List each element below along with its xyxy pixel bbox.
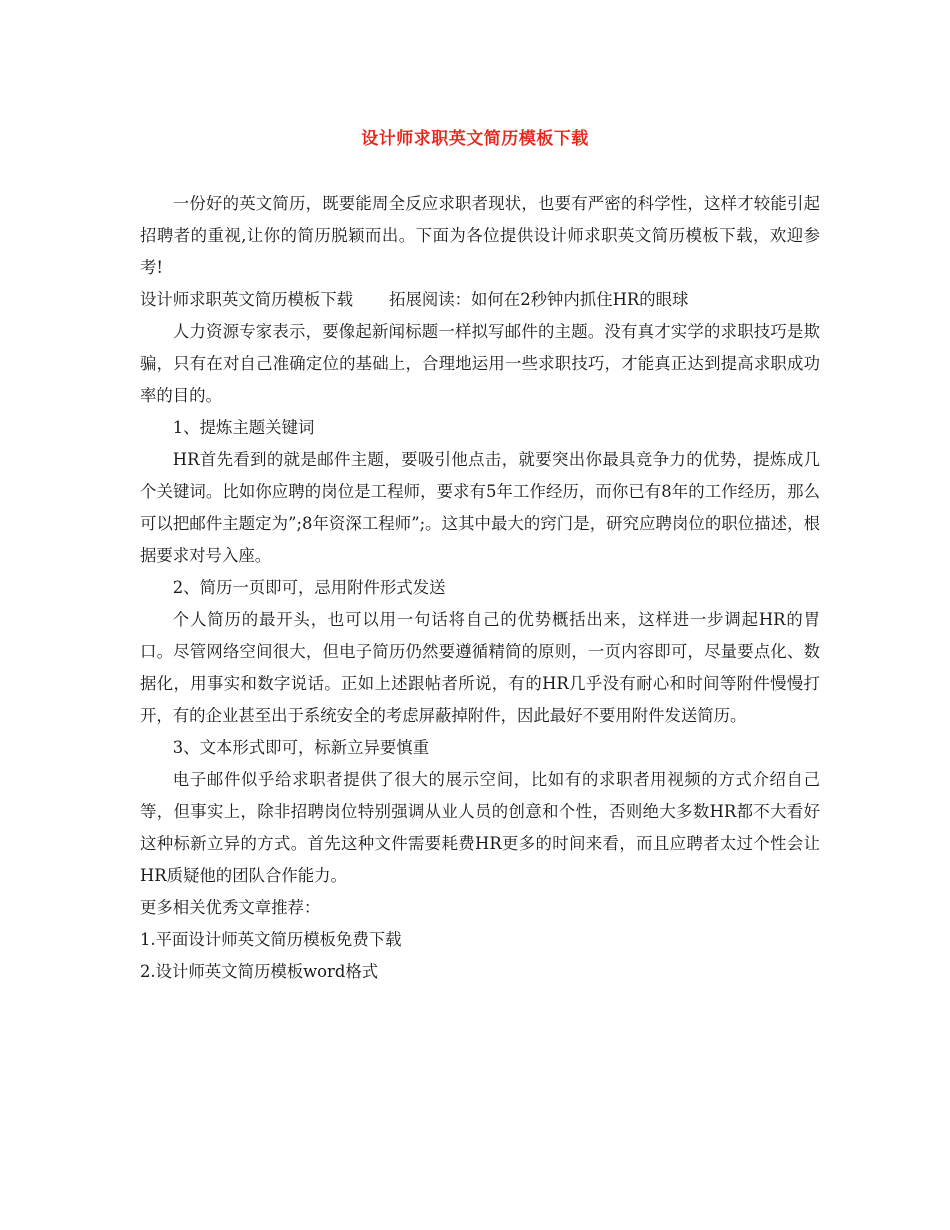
document-body xyxy=(140,188,820,988)
main-article-link[interactable]: 设计师求职英文简历模板下载 xyxy=(140,290,354,309)
paragraph-2: HR首先看到的就是邮件主题，要吸引他点击，就要突出你最具竞争力的优势，提炼成几个关键词。比如你应聘的岗位是工程师，要求有5年工作经历，而你已有8年的工作经历，那么可以把邮件主题定为”;8年资深工程师”;。这其中最大的窍门是，研究应聘岗位的职位描述，根据要求对号入座。 xyxy=(140,450,820,565)
section-heading-2: 2、简历一页即可，忌用附件形式发送 xyxy=(172,578,446,597)
section-heading-3: 3、文本形式即可，标新立异要慎重 xyxy=(172,738,430,757)
section-heading-1: 1、提炼主题关键词 xyxy=(172,418,315,437)
related-links-line xyxy=(140,284,820,316)
paragraph-3: 个人简历的最开头，也可以用一句话将自己的优势概括出来，这样进一步调起HR的胃口。尽管网络空间很大，但电子简历仍然要遵循精简的原则，一页内容即可，尽量要点化、数据化，用事实和数字说话。正如上述跟帖者所说，有的HR几乎没有耐心和时间等附件慢慢打开，有的企业甚至出于系统安全的考虑屏蔽掉附件，因此最好不要用附件发送简历。 xyxy=(140,610,820,725)
more-article-link-2[interactable]: 2.设计师英文简历模板word格式 xyxy=(140,962,379,981)
extended-reading-link[interactable]: 拓展阅读：如何在2秒钟内抓住HR的眼球 xyxy=(389,290,689,309)
more-article-link-1[interactable]: 1.平面设计师英文简历模板免费下载 xyxy=(140,930,402,949)
paragraph-1: 人力资源专家表示，要像起新闻标题一样拟写邮件的主题。没有真才实学的求职技巧是欺骗，只有在对自己准确定位的基础上，合理地运用一些求职技巧，才能真正达到提高求职成功率的目的。 xyxy=(140,322,820,405)
paragraph-4: 电子邮件似乎给求职者提供了很大的展示空间，比如有的求职者用视频的方式介绍自己等，但事实上，除非招聘岗位特别强调从业人员的创意和个性，否则绝大多数HR都不大看好这种标新立异的方式。首先这种文件需要耗费HR更多的时间来看，而且应聘者太过个性会让HR质疑他的团队合作能力。 xyxy=(140,770,820,885)
document-title: 设计师求职英文简历模板下载 xyxy=(361,129,589,149)
intro-paragraph: 一份好的英文简历，既要能周全反应求职者现状，也要有严密的科学性，这样才较能引起招聘者的重视,让你的简历脱颖而出。下面为各位提供设计师求职英文简历模板下载，欢迎参考! xyxy=(140,194,820,277)
more-articles-heading: 更多相关优秀文章推荐： xyxy=(140,898,321,917)
